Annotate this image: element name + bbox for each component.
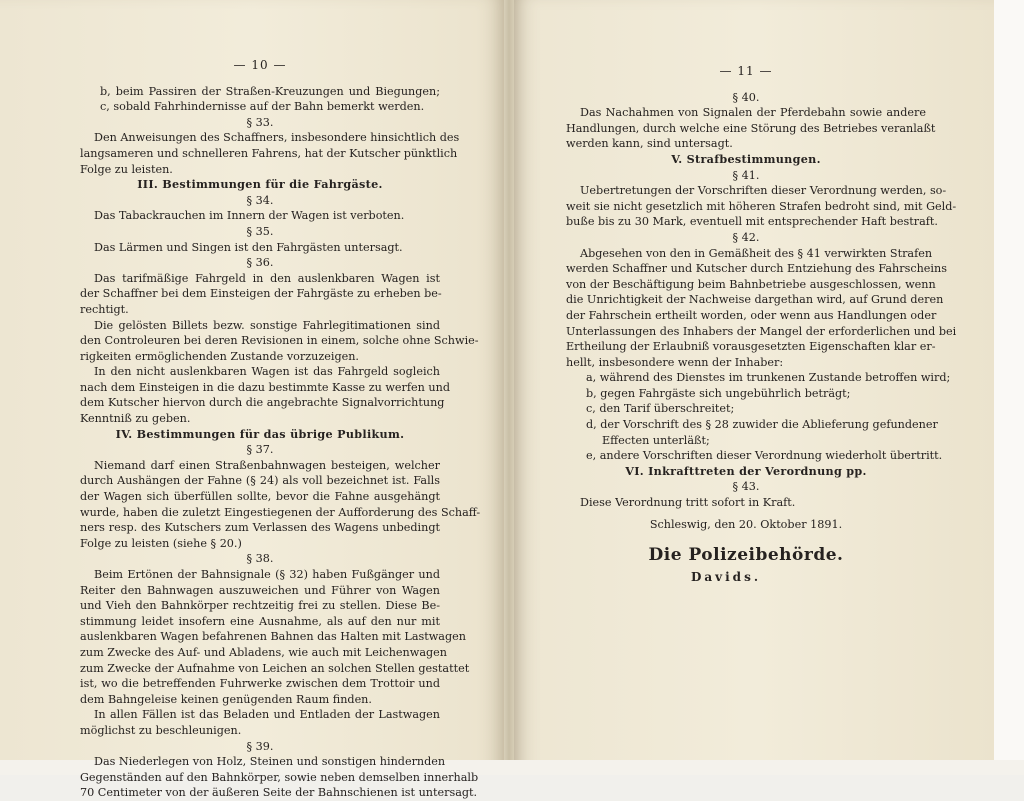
text-line: Reiter den Bahnwagen auszuweichen und Führer von Wagen <box>80 583 440 597</box>
text-line: rechtigt. <box>80 302 129 316</box>
text-line: Das tarifmäßige Fahrgeld in den auslenkbaren Wagen ist <box>94 271 440 285</box>
text-line: Diese Verordnung tritt sofort in Kraft. <box>580 496 796 510</box>
text-line: werden kann, sind untersagt. <box>566 137 733 151</box>
text-line: Beim Ertönen der Bahnsignale (§ 32) haben Fußgänger und <box>94 568 440 581</box>
text-line: nach dem Einsteigen in die dazu bestimmte Kasse zu werfen und <box>80 380 450 394</box>
right-page-text <box>566 64 957 585</box>
text-line: Den Anweisungen des Schaffners, insbesondere hinsichtlich des <box>94 131 460 145</box>
list-item: b, beim Passiren der Straßen-Kreuzungen und Biegungen; <box>100 84 440 98</box>
text-line: Ertheilung der Erlaubniß vorausgesetzten Eigenschaften klar er- <box>566 340 936 354</box>
section-heading: III. Bestimmungen für die Fahrgäste. <box>137 177 383 192</box>
text-line: Das Tabackrauchen im Innern der Wagen ist verboten. <box>94 209 405 223</box>
text-line: von der Beschäftigung beim Bahnbetriebe ausgeschlossen, wenn <box>566 277 936 291</box>
section-heading: VI. Inkrafttreten der Verordnung pp. <box>625 463 867 478</box>
text-line: Abgesehen von den in Gemäßheit des § 41 verwirkten Strafen <box>580 246 933 260</box>
text-line: den Controleuren bei deren Revisionen in einem, solche ohne Schwie- <box>80 334 479 348</box>
place-and-date: Schleswig, den 20. Oktober 1891. <box>649 517 843 531</box>
left-page-text <box>80 58 481 801</box>
right-page-lines <box>566 90 957 511</box>
paragraph-number: § 41. <box>732 168 760 182</box>
text-line: werden Schaffner und Kutscher durch Entziehung des Fahrscheins <box>566 262 947 276</box>
text-line: zum Zwecke der Aufnahme von Leichen an solchen Stellen gestattet <box>80 661 470 675</box>
text-line: wurde, haben die zuletzt Eingestiegenen der Aufforderung des Schaff- <box>80 505 481 519</box>
text-line: weit sie nicht gesetzlich mit höheren Strafen bedroht sind, mit Geld- <box>566 199 957 213</box>
text-line: der Wagen sich überfüllen sollte, bevor die Fahne ausgehängt <box>80 490 440 504</box>
paragraph-number: § 35. <box>246 224 274 238</box>
list-item: Effecten unterläßt; <box>602 433 710 447</box>
text-line: auslenkbaren Wagen befahrenen Bahnen das Halten mit Lastwagen <box>80 630 466 644</box>
text-line: In den nicht auslenkbaren Wagen ist das Fahrgeld sogleich <box>94 365 440 379</box>
page-number-right: — 11 — <box>719 64 773 78</box>
text-line: Das Lärmen und Singen ist den Fahrgästen untersagt. <box>94 240 403 254</box>
text-line: Folge zu leisten. <box>80 162 173 176</box>
text-line: ners resp. des Kutschers zum Verlassen des Wagens unbedingt <box>80 521 440 535</box>
text-line: hellt, insbesondere wenn der Inhaber: <box>566 355 784 369</box>
paragraph-number: § 39. <box>246 739 274 753</box>
text-line: Niemand darf einen Straßenbahnwagen besteigen, welcher <box>94 458 440 472</box>
text-line: Die gelösten Billets bezw. sonstige Fahrlegitimationen sind <box>94 318 440 332</box>
text-line: die Unrichtigkeit der Nachweise dargethan wird, auf Grund deren <box>566 293 944 307</box>
text-line: rigkeiten ermöglichenden Zustande vorzuzeigen. <box>80 349 359 363</box>
text-line: dem Bahngeleise keinen genügenden Raum finden. <box>80 692 372 706</box>
text-line: der Schaffner bei dem Einsteigen der Fahrgäste zu erheben be- <box>80 287 442 301</box>
text-line: der Fahrschein ertheilt worden, oder wenn aus Handlungen oder <box>566 308 937 322</box>
text-line: 70 Centimeter von der äußeren Seite der Bahnschienen ist untersagt. <box>80 786 478 800</box>
page-number-left: — 10 — <box>233 58 287 72</box>
list-item: c, den Tarif überschreitet; <box>586 402 735 416</box>
paragraph-number: § 36. <box>246 256 274 270</box>
paragraph-number: § 33. <box>246 115 274 129</box>
text-line: Gegenständen auf den Bahnkörper, sowie neben demselben innerhalb <box>80 770 479 784</box>
issuing-authority: Die Polizeibehörde. <box>648 545 844 566</box>
list-item: e, andere Vorschriften dieser Verordnung wiederholt übertritt. <box>586 449 943 463</box>
book-gutter <box>504 0 514 775</box>
list-item: b, gegen Fahrgäste sich ungebührlich beträgt; <box>586 386 851 400</box>
text-line: Uebertretungen der Vorschriften dieser Verordnung werden, so- <box>580 184 947 198</box>
paragraph-number: § 37. <box>246 443 274 457</box>
text-line: Unterlassungen des Inhabers der Mangel der erforderlichen und bei <box>566 324 957 338</box>
text-line: stimmung leidet insofern eine Ausnahme, als auf den nur mit <box>80 614 440 628</box>
text-line: Handlungen, durch welche eine Störung des Betriebes veranlaßt <box>566 121 936 135</box>
text-line: buße bis zu 30 Mark, eventuell mit entsprechender Haft bestraft. <box>566 215 938 229</box>
text-line: und Vieh den Bahnkörper rechtzeitig frei zu stellen. Diese Be- <box>80 599 440 613</box>
left-page-lines <box>80 84 481 801</box>
text-line: Folge zu leisten (siehe § 20.) <box>80 536 242 550</box>
paragraph-number: § 42. <box>732 230 760 244</box>
signature: Davids. <box>690 569 762 584</box>
text-line: Das Niederlegen von Holz, Steinen und sonstigen hindernden <box>94 755 446 769</box>
text-line: langsameren und schnelleren Fahrens, hat der Kutscher pünktlich <box>80 146 458 160</box>
paragraph-number: § 43. <box>732 480 760 494</box>
list-item: d, der Vorschrift des § 28 zuwider die Ablieferung gefundener <box>586 418 938 432</box>
section-heading: IV. Bestimmungen für das übrige Publikum. <box>115 426 405 441</box>
section-heading: V. Strafbestimmungen. <box>671 151 821 166</box>
text-line: dem Kutscher hiervon durch die angebrachte Signalvorrichtung <box>80 396 445 410</box>
list-item: c, sobald Fahrhindernisse auf der Bahn bemerkt werden. <box>100 100 425 114</box>
paragraph-number: § 34. <box>246 193 274 207</box>
text-line: ist, wo die betreffenden Fuhrwerke zwischen dem Trottoir und <box>80 677 440 691</box>
list-item: a, während des Dienstes im trunkenen Zustande betroffen wird; <box>586 371 951 385</box>
text-line: Das Nachahmen von Signalen der Pferdebahn sowie andere <box>580 106 926 120</box>
text-line: In allen Fällen ist das Beladen und Entladen der Lastwagen <box>94 708 440 722</box>
paragraph-number: § 40. <box>732 90 760 104</box>
text-line: durch Aushängen der Fahne (§ 24) als voll bezeichnet ist. Falls <box>80 474 440 488</box>
text-line: möglichst zu beschleunigen. <box>80 723 242 737</box>
scan-margin <box>994 0 1024 775</box>
text-line: Kenntniß zu geben. <box>80 412 191 426</box>
paragraph-number: § 38. <box>246 552 274 566</box>
text-line: zum Zwecke des Auf- und Abladens, wie auch mit Leichenwagen <box>80 645 447 659</box>
